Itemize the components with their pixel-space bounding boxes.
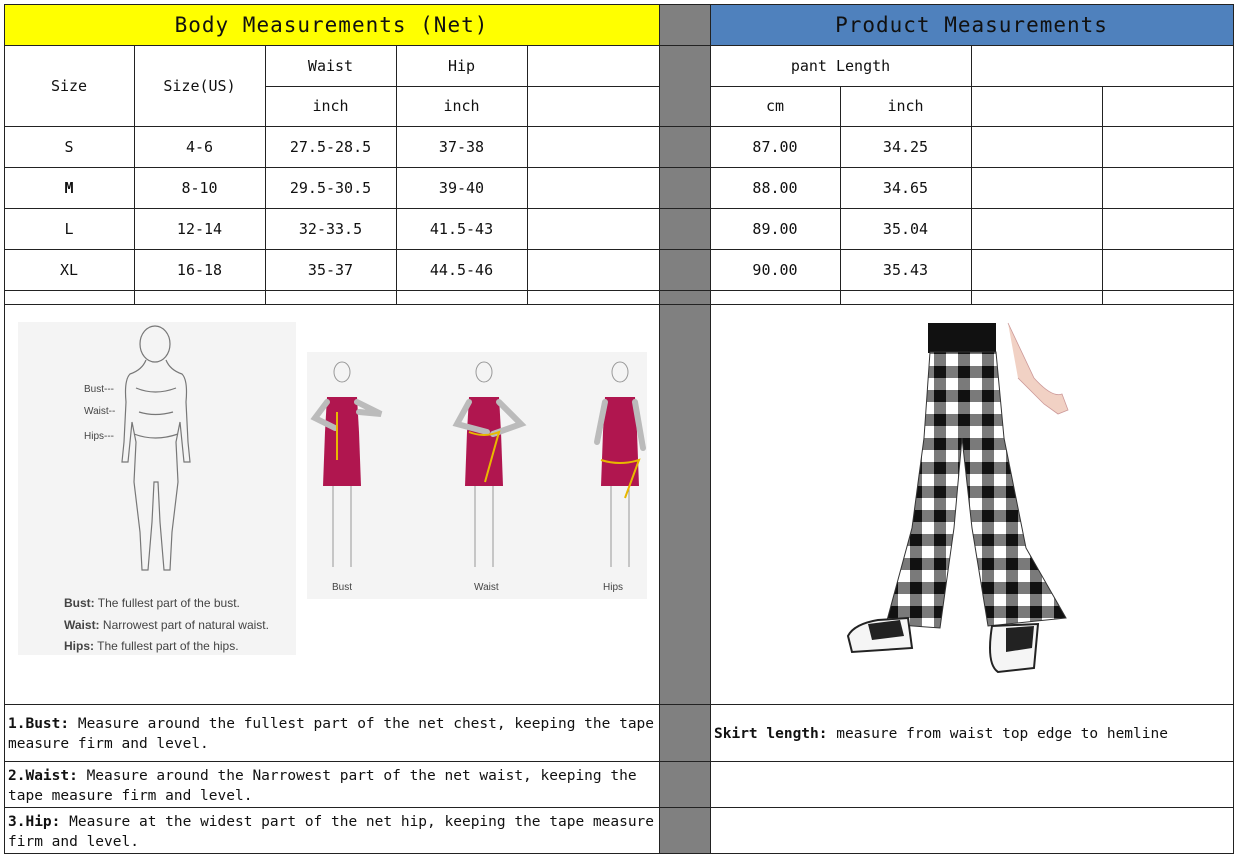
product-measurements-header <box>710 4 1233 45</box>
note-skirt-key: Skirt length: <box>714 726 828 742</box>
column-divider <box>659 4 710 854</box>
unit-inch: inch <box>887 97 924 115</box>
row-size: XL <box>59 260 79 279</box>
dress-figures <box>307 352 647 599</box>
note-hip <box>4 812 659 852</box>
row-length-inch: 35.43 <box>882 260 929 279</box>
fig-caption-waist: Waist <box>474 582 499 593</box>
row-hip: 41.5-43 <box>429 219 494 238</box>
def-hips-text: The fullest part of the hips. <box>97 639 239 653</box>
note-waist-text: Measure around the Narrowest part of the net waist, keeping the tape measure firm and level. <box>8 768 637 804</box>
row-size: M <box>64 178 74 197</box>
row-length-cm: 88.00 <box>752 178 798 197</box>
note-bust-key: 1.Bust: <box>8 716 70 732</box>
row-waist: 29.5-30.5 <box>289 178 372 197</box>
label-waist: Waist-- <box>84 406 116 417</box>
note-waist-key: 2.Waist: <box>8 768 78 784</box>
row-hip: 44.5-46 <box>429 260 494 279</box>
row-size: S <box>64 137 74 156</box>
def-bust-key: Bust: <box>64 596 95 610</box>
note-hip-text: Measure at the widest part of the net hip, keeping the tape measure firm and level. <box>8 814 655 850</box>
row-size-us: 4-6 <box>185 137 214 156</box>
unit-cm: cm <box>765 97 785 115</box>
header-waist: Waist <box>307 56 354 75</box>
product-image <box>838 318 1078 678</box>
note-hip-key: 3.Hip: <box>8 814 61 830</box>
row-size-us: 8-10 <box>181 178 218 197</box>
row-size-us: 16-18 <box>176 260 223 279</box>
note-bust <box>4 714 659 754</box>
body-measurements-title: Body Measurements (Net) <box>174 12 489 37</box>
note-skirt-length <box>710 724 1233 744</box>
header-size: Size <box>50 76 88 95</box>
def-hips <box>64 639 239 653</box>
row-length-inch: 34.65 <box>882 178 929 197</box>
row-waist: 32-33.5 <box>298 219 363 238</box>
def-bust-text: The fullest part of the bust. <box>97 596 240 610</box>
unit-waist: inch <box>312 97 349 115</box>
note-bust-text: Measure around the fullest part of the net chest, keeping the tape measure firm and level. <box>8 716 655 752</box>
def-waist-text: Narrowest part of natural waist. <box>102 618 269 632</box>
row-length-cm: 89.00 <box>752 219 798 238</box>
unit-hip: inch <box>443 97 480 115</box>
label-hips: Hips--- <box>84 431 114 442</box>
row-size-us: 12-14 <box>176 219 223 238</box>
body-measurements-header <box>4 4 659 45</box>
fig-caption-bust: Bust <box>332 582 353 593</box>
fig-caption-hips: Hips <box>603 582 624 593</box>
row-size: L <box>64 219 74 238</box>
header-hip: Hip <box>447 56 476 75</box>
row-length-inch: 34.25 <box>882 137 929 156</box>
def-waist <box>64 618 269 632</box>
row-length-cm: 90.00 <box>752 260 798 279</box>
header-size-us: Size(US) <box>163 76 236 95</box>
label-bust: Bust--- <box>84 384 114 395</box>
product-measurements-title: Product Measurements <box>835 12 1108 37</box>
row-waist: 27.5-28.5 <box>289 137 372 156</box>
body-diagram-panel <box>18 322 296 655</box>
def-hips-key: Hips: <box>64 639 94 653</box>
note-skirt-text: measure from waist top edge to hemline <box>827 726 1168 742</box>
note-waist <box>4 766 659 806</box>
row-hip: 39-40 <box>438 178 485 197</box>
row-length-cm: 87.00 <box>752 137 798 156</box>
header-pant-length: pant Length <box>790 56 891 75</box>
def-bust <box>64 596 240 610</box>
row-hip: 37-38 <box>438 137 485 156</box>
dress-figures-panel <box>307 352 647 599</box>
row-waist: 35-37 <box>307 260 354 279</box>
def-waist-key: Waist: <box>64 618 100 632</box>
row-length-inch: 35.04 <box>882 219 929 238</box>
